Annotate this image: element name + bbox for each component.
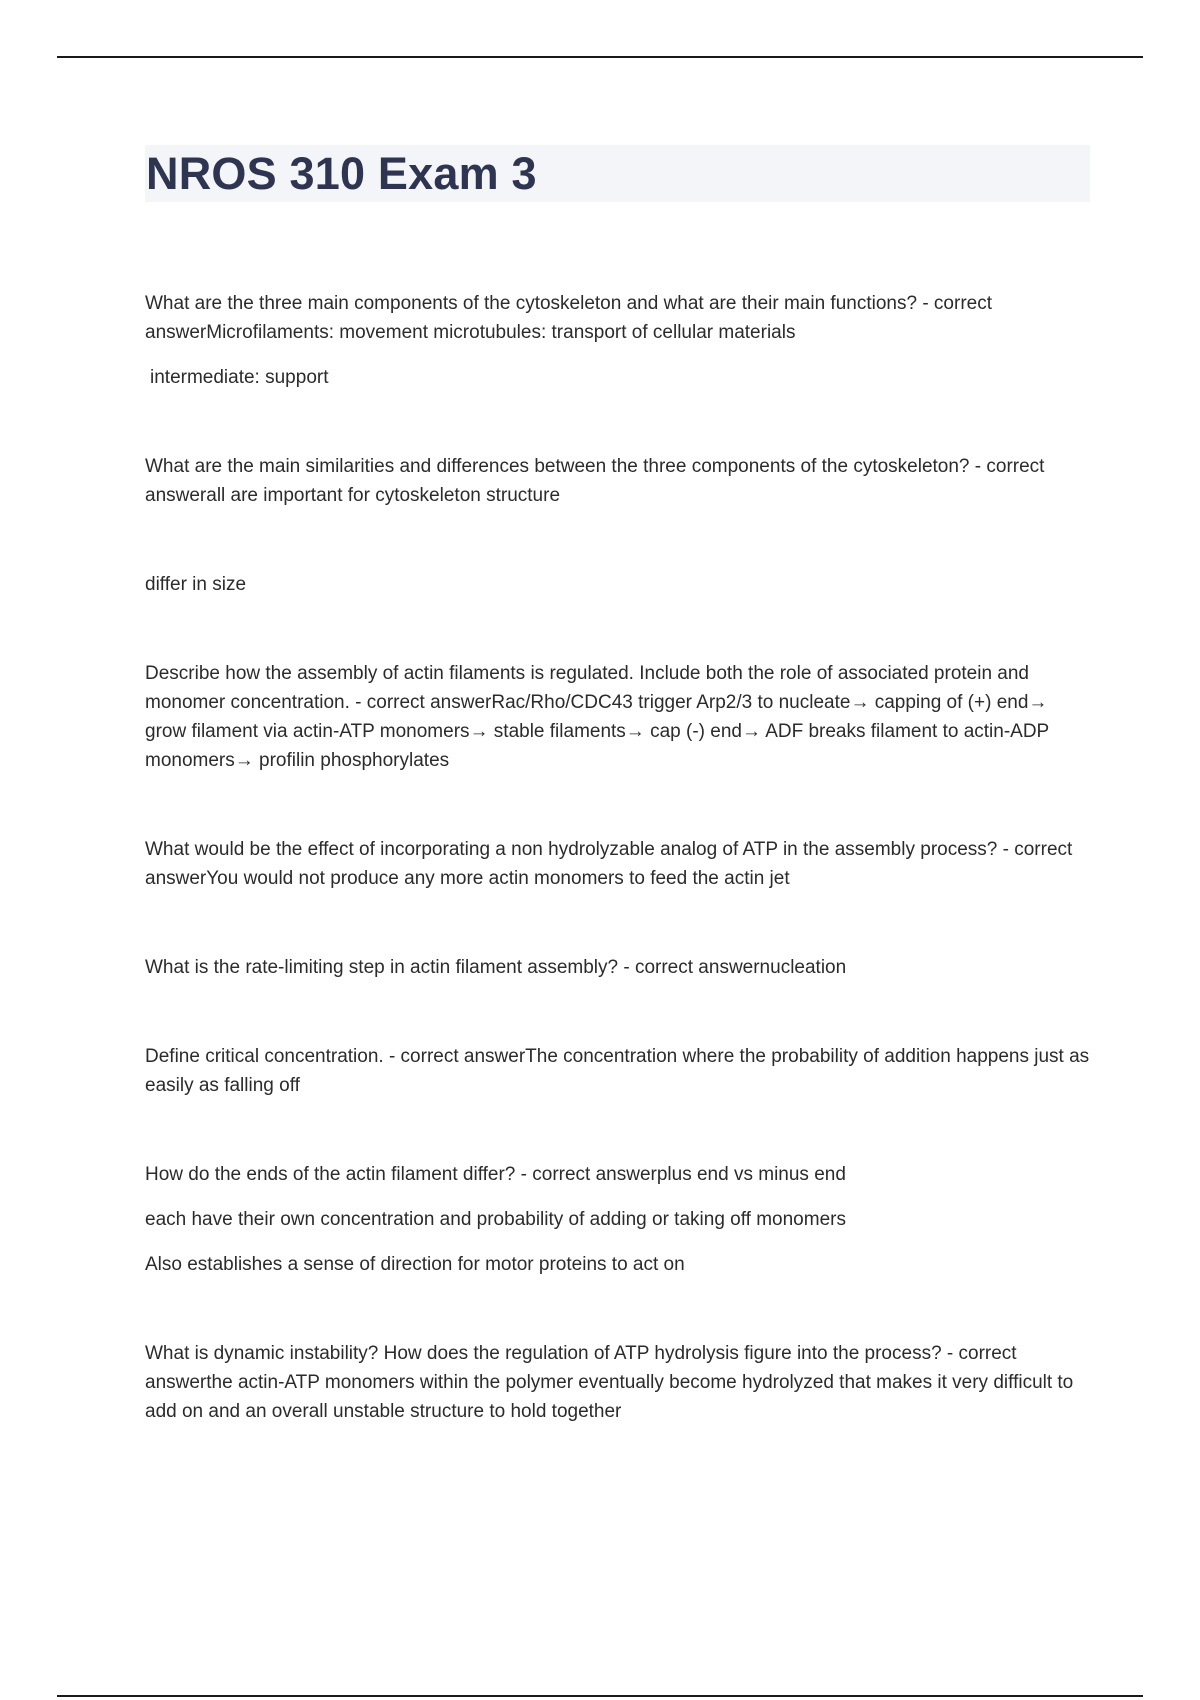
qa-item — [145, 953, 1090, 982]
qa-text: Define critical concentration. - correct answerThe concentration where the probability of addition happens just as easily as falling off — [145, 1046, 1090, 1096]
qa-text: Also establishes a sense of direction for motor proteins to act on — [145, 1254, 685, 1275]
qa-item — [145, 1160, 1090, 1279]
qa-text: What would be the effect of incorporating a non hydrolyzable analog of ATP in the assembly process? - correct answerYou would not produce any more actin monomers to feed the actin jet — [145, 839, 1073, 889]
qa-text: What are the three main components of the cytoskeleton and what are their main functions? - correct answerMicrofilaments: movement microtubules: transport of cellular materials — [145, 293, 992, 343]
qa-text: What is the rate-limiting step in actin filament assembly? - correct answernucleation — [145, 957, 847, 978]
qa-text: How do the ends of the actin filament differ? - correct answerplus end vs minus end — [145, 1164, 846, 1185]
qa-item — [145, 659, 1090, 775]
qa-text: each have their own concentration and probability of adding or taking off monomers — [145, 1209, 846, 1230]
qa-text: Describe how the assembly of actin filaments is regulated. Include both the role of associated protein and monomer concentration. - correct answerRac/Rho/CDC43 trigger Arp2/3 to nucleate→ capping of (+) end→ grow filament via actin-ATP monomers→ stable filaments→ cap (-) end→ ADF breaks filament to actin-ADP monomers→ profilin phosphorylates — [145, 663, 1049, 771]
qa-item — [145, 1339, 1090, 1426]
qa-item — [145, 1042, 1090, 1100]
qa-text: differ in size — [145, 574, 247, 595]
top-rule — [57, 56, 1143, 58]
qa-item — [145, 452, 1090, 510]
qa-text: What are the main similarities and differences between the three components of the cytoskeleton? - correct answerall are important for cytoskeleton structure — [145, 456, 1045, 506]
document-body — [145, 289, 1090, 1486]
document-title: NROS 310 Exam 3 — [146, 148, 537, 199]
qa-text: intermediate: support — [150, 367, 329, 388]
qa-item — [145, 570, 1090, 599]
bottom-rule — [57, 1695, 1143, 1697]
qa-item — [145, 835, 1090, 893]
qa-item — [145, 289, 1090, 392]
qa-text: What is dynamic instability? How does the regulation of ATP hydrolysis figure into the process? - correct answerthe actin-ATP monomers within the polymer eventually become hydrolyzed that makes it very difficult to add on and an overall unstable structure to hold together — [145, 1343, 1074, 1422]
